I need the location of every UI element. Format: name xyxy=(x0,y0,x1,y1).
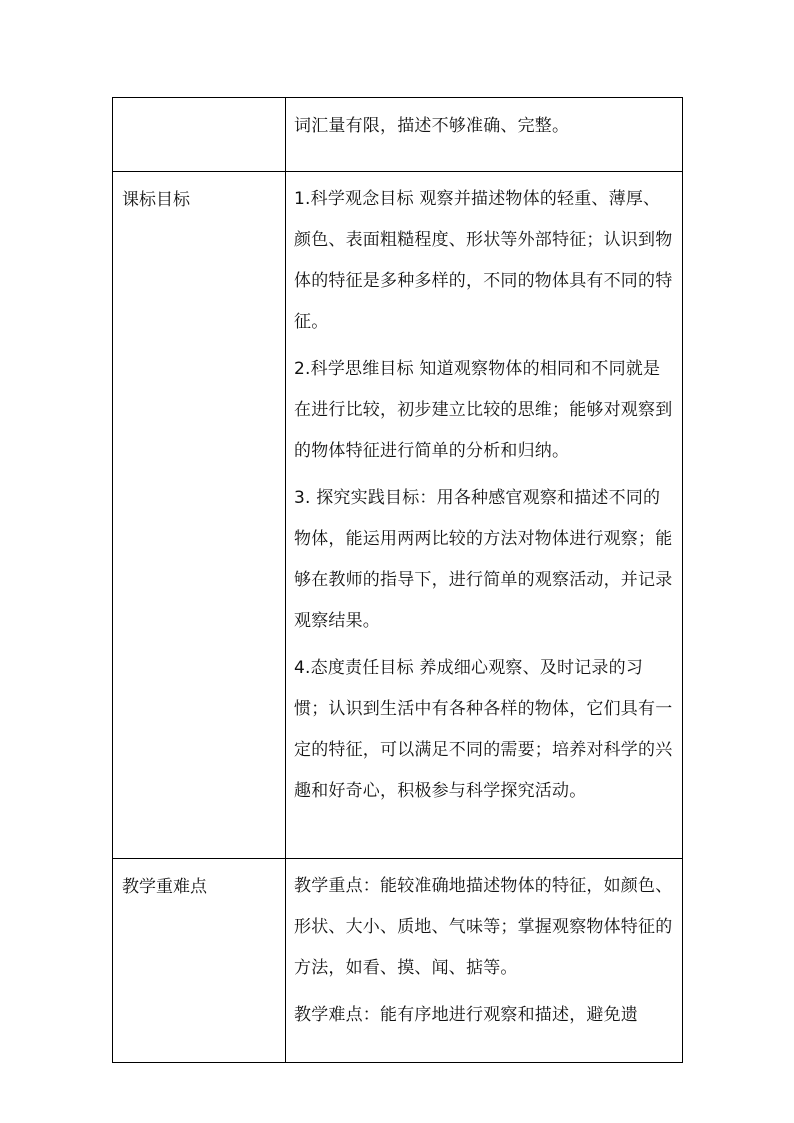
key-point-paragraph: 教学重点：能较准确地描述物体的特征，如颜色、形状、大小、质地、气味等；掌握观察物体特征的方法，如看、摸、闻、掂等。 xyxy=(294,876,673,978)
row-label-key-difficult-points: 教学重难点 xyxy=(113,859,286,1063)
goal-paragraph-science-thinking: 2.科学思维目标 知道观察物体的相同和不同就是在进行比较，初步建立比较的思维；能够对观察到的物体特征进行简单的分析和归纳。 xyxy=(294,359,673,461)
table-row-vocabulary xyxy=(113,98,683,172)
row-content-vocabulary xyxy=(286,98,683,172)
row-content-curriculum-goals xyxy=(286,172,683,859)
difficult-point-paragraph: 教学难点：能有序地进行观察和描述，避免遗 xyxy=(294,1005,638,1025)
row-content-key-difficult-points xyxy=(286,859,683,1063)
goal-paragraph-attitude-responsibility: 4.态度责任目标 养成细心观察、及时记录的习惯；认识到生活中有各种各样的物体，它们具有一定的特征，可以满足不同的需要；培养对科学的兴趣和好奇心，积极参与科学探究活动。 xyxy=(294,658,673,801)
lesson-plan-table xyxy=(112,97,683,1063)
row-label-empty xyxy=(113,98,286,172)
content-paragraph: 词汇量有限，描述不够准确、完整。 xyxy=(294,116,570,136)
goal-paragraph-inquiry-practice: 3. 探究实践目标：用各种感官观察和描述不同的物体，能运用两两比较的方法对物体进行观察；能够在教师的指导下，进行简单的观察活动，并记录观察结果。 xyxy=(294,488,673,631)
row-label-curriculum-goals: 课标目标 xyxy=(113,172,286,859)
table-row-key-difficult-points xyxy=(113,859,683,1063)
goal-paragraph-science-concept: 1.科学观念目标 观察并描述物体的轻重、薄厚、颜色、表面粗糙程度、形状等外部特征；认识到物体的特征是多种多样的，不同的物体具有不同的特征。 xyxy=(294,189,673,332)
table-row-curriculum-goals xyxy=(113,172,683,859)
